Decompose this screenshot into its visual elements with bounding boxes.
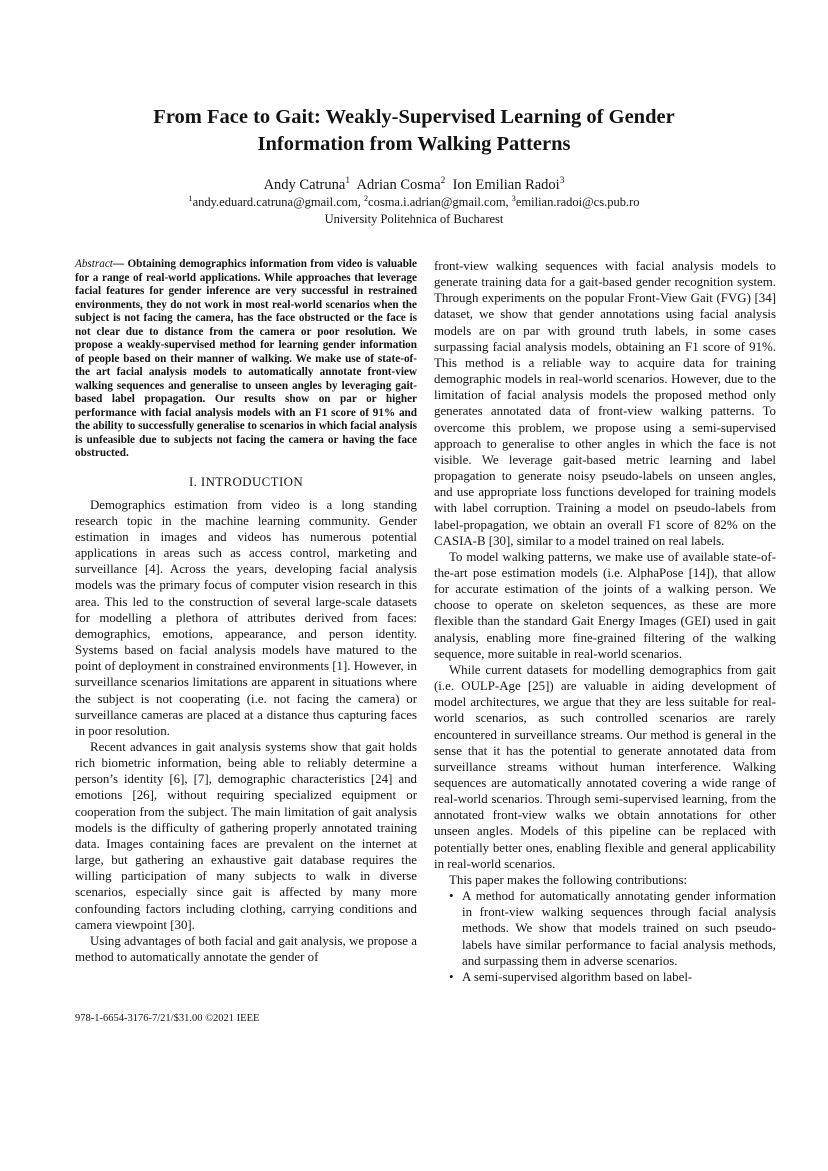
author-list xyxy=(60,176,768,194)
bullet-icon: • xyxy=(449,969,454,984)
left-column xyxy=(75,258,417,965)
abstract-text: Obtaining demographics information from video is valuable for a range of real-world applications. While approaches that leverage facial features for gender inference are very successful in restrained environments, they do not work in most real-world scenarios when the subject is not facing the camera, has the face obstructed or the face is not clear due to distance from the camera or poor resolution. We propose a weakly-supervised method for learning gender information of people based on their manner of walking. We make use of state-of-the art facial analysis models to automatically annotate front-view walking sequences and generalise to unseen angles by leveraging gait-based label propagation. Our results show on par or higher performance with facial analysis models with an F1 score of 91% and the ability to successfully generalise to scenarios in which facial analysis is unfeasible due to subjects not facing the camera or having the face obstructed. xyxy=(75,258,418,459)
paragraph: To model walking patterns, we make use of available state-of-the-art pose estimation models (i.e. AlphaPose [14]), that allow for accurate estimation of the joints of a walking person. We choose to operate on skeleton sequences, as these are more flexible than the standard Gait Energy Images (GEI) used in gait analysis, enabling more fine-grained filtering of the walking sequence, more suitable in real-world scenarios. xyxy=(434,549,776,661)
affiliation: University Politehnica of Bucharest xyxy=(324,212,504,226)
author: Adrian Cosma$^2$ xyxy=(356,176,446,193)
abstract-label: Abstract xyxy=(75,258,113,270)
section-heading: I. INTRODUCTION xyxy=(188,474,304,489)
email: $^3$emilian.radoi@cs.pub.ro xyxy=(511,193,640,209)
contribution-list xyxy=(434,888,776,985)
author-emails xyxy=(40,194,788,211)
paragraph: Demographics estimation from video is a long standing research topic in the machine learning community. Gender estimation in images and videos has numerous potential applications in areas such as access control, marketing and surveillance [4]. Across the years, developing facial analysis models was the primary focus of computer vision research in this area. This led to the construction of several large-scale datasets for modelling a plethora of attributes derived from faces: demographics, emotions, appearance, and person identity. Systems based on facial analysis models have matured to the point of deployment in constrained environments [1]. However, in surveillance scenarios limitations are apparent in situations where the subject is not cooperating (i.e. not facing the camera) or surveillance cameras are placed at a distance thus capturing faces in poor resolution. xyxy=(75,497,417,738)
paragraph: While current datasets for modelling demographics from gait (i.e. OULP-Age [25]) are valuable in aiding development of model architectures, we argue that they are less suitable for real-world scenarios, as such controlled scenarios are rarely encountered in surveillance streams. Our method is general in the sense that it has the potential to generate annotated data from surveillance streams without human interference. Walking sequences are automatically annotated covering a wide range of real-world scenarios. Through semi-supervised learning, from the annotated front-view walks we obtain annotations for other unseen angles. Models of this pipeline can be replaced with potentially better ones, enabling flexible and general applicability in real-world scenarios. xyxy=(434,662,776,871)
paragraph: This paper makes the following contributions: xyxy=(449,872,688,887)
paper-title xyxy=(60,104,768,158)
email: $^1$andy.eduard.catruna@gmail.com, xyxy=(188,193,361,209)
copyright-footer: 978-1-6654-3176-7/21/$31.00 ©2021 IEEE xyxy=(75,1013,260,1024)
list-item: • A semi-supervised algorithm based on label- xyxy=(449,969,693,984)
bullet-icon: • xyxy=(449,889,454,904)
paragraph: front-view walking sequences with facial analysis models to generate training data for a gait-based gender recognition system. Through experiments on the popular Front-View Gait (FVG) [34] dataset, we show that gender annotations using facial analysis models are on par with ground truth labels, in some cases surpassing facial analysis models, obtaining an F1 score of 91%. This method is a reliable way to acquire data for training demographic models in real-world scenarios. However, due to the limitation of facial analysis models the proposed method only generates annotated data of front-view walking patterns. To overcome this problem, we propose using a semi-supervised approach to generalise to other angles in which the face is not visible. We leverage gait-based metric learning and label propagation to generate noisy pseudo-labels on unseen angles, and use appropriate loss functions developed for training models with label corruption. Training a model on pseudo-labels from label-propagation, we obtain an overall F1 score of 82% on the CASIA-B [30], similar to a model trained on real labels. xyxy=(434,259,776,548)
author: Ion Emilian Radoi$^3$ xyxy=(452,176,565,193)
paragraph: Using advantages of both facial and gait analysis, we propose a method to automatically annotate the gender of xyxy=(75,933,417,965)
email: $^2$cosma.i.adrian@gmail.com, xyxy=(363,193,509,209)
list-item: • A method for automatically annotating gender information in front-view walking sequences through facial analysis methods. We show that models trained on such pseudo-labels have similar performance to facial analysis methods, and surpassing them in adverse scenarios. xyxy=(449,889,776,968)
paragraph: Recent advances in gait analysis systems show that gait holds rich biometric information, being able to reliably determine a person’s identity [6], [7], demographic characteristics [24] and emotions [26], without requiring specialized equipment or cooperation from the subject. The main limitation of gait analysis models is the difficulty of gathering properly annotated training data. Images containing faces are prevalent on the internet at large, but gathering an exhaustive gait database requires the willing participation of many subjects to walk in diverse scenarios, especially since gait is affected by many more confounding factors including clothing, carrying conditions and camera viewpoint [30]. xyxy=(75,740,417,932)
author: Andy Catruna$^1$ xyxy=(263,176,351,193)
abstract: Abstract— Obtaining demographics information from video is valuable for a range of real-world applications. While approaches that leverage facial features for gender inference are very successful in restrained environments, they do not work in most real-world scenarios when the subject is not facing the camera, has the face obstructed or the face is not clear due to distance from the camera or poor resolution. We propose a weakly-supervised method for learning gender information of people based on their manner of walking. We make use of state-of-the art facial analysis models to automatically annotate front-view walking sequences and generalise to unseen angles by leveraging gait-based label propagation. Our results show on par or higher performance with facial analysis models with an F1 score of 91% and the ability to successfully generalise to scenarios in which facial analysis is unfeasible due to subjects not facing the camera or having the face obstructed. xyxy=(75,258,418,459)
right-column xyxy=(434,258,776,985)
title-line-1: From Face to Gait: Weakly-Supervised Learning of Gender xyxy=(153,106,675,128)
title-line-2: Information from Walking Patterns xyxy=(257,133,571,155)
